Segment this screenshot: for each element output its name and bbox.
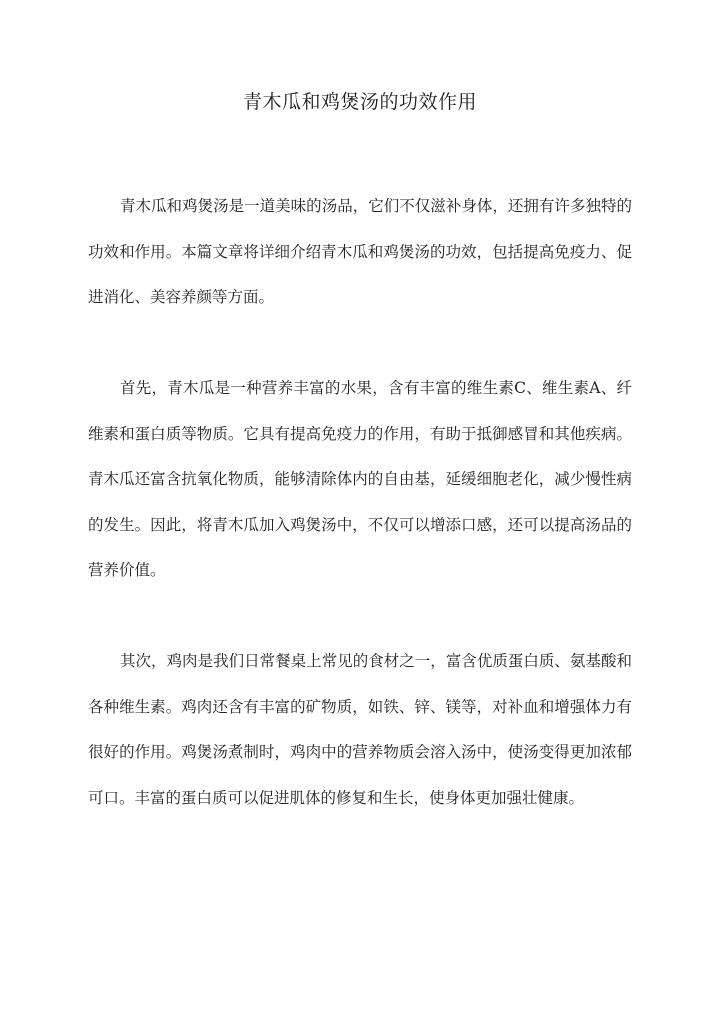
- document-title: 青木瓜和鸡煲汤的功效作用: [242, 91, 477, 113]
- paragraph-intro: 青木瓜和鸡煲汤是一道美味的汤品，它们不仅滋补身体，还拥有许多独特的功效和作用。本篇文章将详细介绍青木瓜和鸡煲汤的功效，包括提高免疫力、促进消化、美容养颜等方面。: [88, 197, 632, 306]
- paragraph-chicken: 其次，鸡肉是我们日常餐桌上常见的食材之一，富含优质蛋白质、氨基酸和各种维生素。鸡肉还含有丰富的矿物质，如铁、锌、镁等，对补血和增强体力有很好的作用。鸡煲汤煮制时，鸡肉中的营养物质会溶入汤中，使汤变得更加浓郁可口。丰富的蛋白质可以促进肌体的修复和生长，使身体更加强壮健康。: [88, 652, 632, 807]
- paragraph-papaya: 首先，青木瓜是一种营养丰富的水果，含有丰富的维生素C、维生素A、纤维素和蛋白质等物质。它具有提高免疫力的作用，有助于抵御感冒和其他疾病。青木瓜还富含抗氧化物质，能够清除体内的自由基，延缓细胞老化，减少慢性病的发生。因此，将青木瓜加入鸡煲汤中，不仅可以增添口感，还可以提高汤品的营养价值。: [88, 379, 632, 579]
